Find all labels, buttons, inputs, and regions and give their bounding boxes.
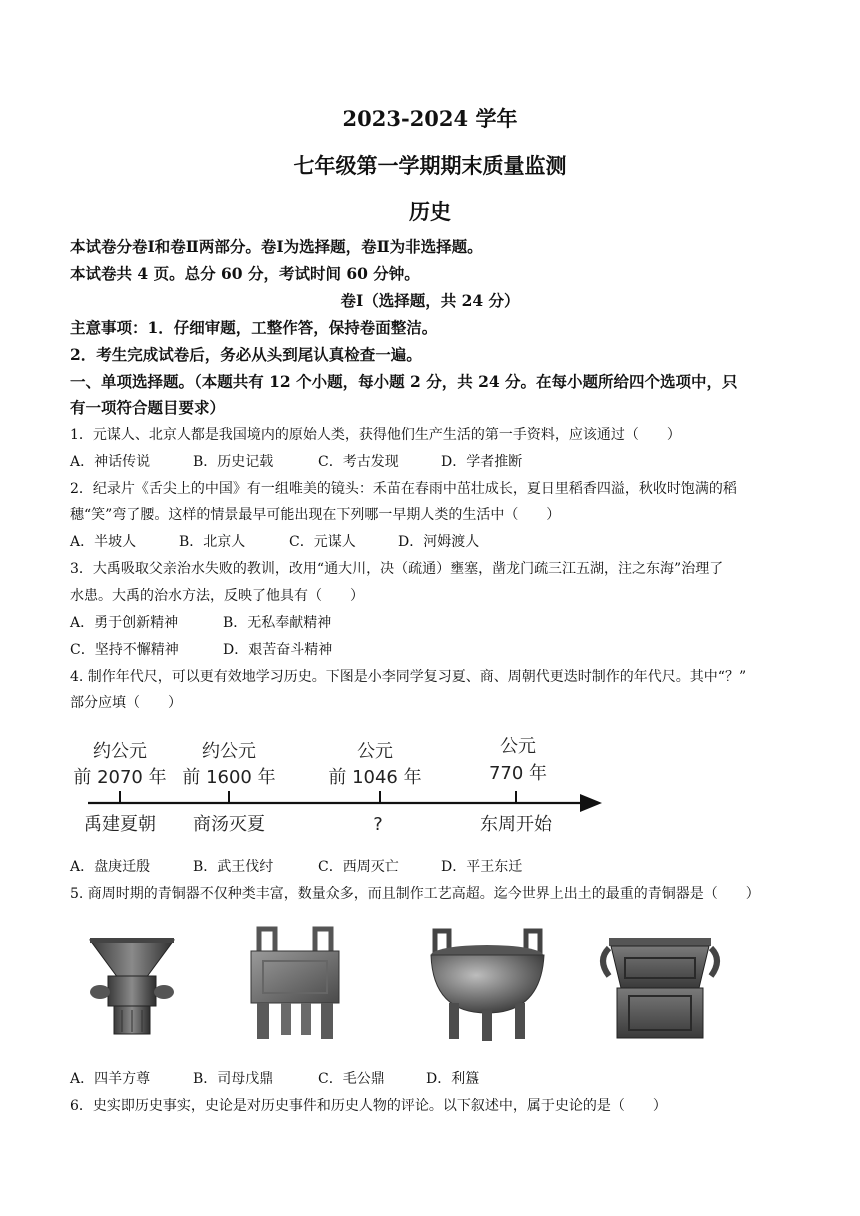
q4-stem-line-2: 部分应填（ ） <box>70 695 182 711</box>
q1-stem: 1．元谋人、北京人都是我国境内的原始人类，获得他们生产生活的第一手资料，应该通过（ ） <box>70 427 681 443</box>
q5-option-b: B．司母戊鼎 <box>193 1071 274 1087</box>
q3-option-b: B．无私奉献精神 <box>223 615 332 631</box>
q5-option-c: C．毛公鼎 <box>318 1071 385 1087</box>
q4-option-a: A．盘庚迁殷 <box>70 859 151 875</box>
q3-option-d: D．艰苦奋斗精神 <box>223 642 333 658</box>
q2-option-c: C．元谋人 <box>289 534 356 550</box>
bronze-image-siyang-fangzun <box>82 930 182 1042</box>
timeline-event: 禹建夏朝 <box>84 814 156 835</box>
q5-stem: 5. 商周时期的青铜器不仅种类丰富，数量众多，而且制作工艺高超。迄今世界上出土的最重的青铜器是（ ） <box>70 886 760 902</box>
q1-option-d: D．学者推断 <box>441 454 523 470</box>
timeline-date-bottom: 前 1046 年 <box>328 767 422 788</box>
q3-stem-line-2: 水患。大禹的治水方法，反映了他具有（ ） <box>70 588 364 604</box>
notice-1: 主意事项：1．仔细审题，工整作答，保持卷面整洁。 <box>70 318 438 337</box>
timeline-date-bottom: 前 1600 年 <box>182 767 276 788</box>
q4-option-d: D．平王东迁 <box>441 859 523 875</box>
bronze-image-simuwu-ding <box>245 925 345 1043</box>
intro-line-2: 本试卷共 4 页。总分 60 分，考试时间 60 分钟。 <box>70 264 420 283</box>
q3-option-c: C．坚持不懈精神 <box>70 642 179 658</box>
q2-stem-line-2: 穗“笑”弯了腰。这样的情景最早可能出现在下列哪一早期人类的生活中（ ） <box>70 507 561 523</box>
notice-2: 2．考生完成试卷后，务必从头到尾认真检查一遍。 <box>70 345 422 364</box>
q3-option-a: A．勇于创新精神 <box>70 615 179 631</box>
q2-option-b: B．北京人 <box>179 534 246 550</box>
q6-stem: 6．史实即历史事实，史论是对历史事件和历史人物的评论。以下叙述中，属于史论的是（ ） <box>70 1098 667 1114</box>
q2-stem-line-1: 2．纪录片《舌尖上的中国》有一组唯美的镜头：禾苗在春雨中茁壮成长，夏日里稻香四溢，秋收时饱满的稻 <box>70 481 737 497</box>
timeline-date-bottom: 770 年 <box>488 763 548 784</box>
timeline-diagram <box>70 728 610 843</box>
timeline-event-unknown: ? <box>373 814 383 835</box>
bronze-image-li-gui <box>595 930 725 1042</box>
q1-option-b: B．历史记载 <box>193 454 274 470</box>
q4-option-b: B．武王伐纣 <box>193 859 274 875</box>
q4-stem-line-1: 4. 制作年代尺，可以更有效地学习历史。下图是小李同学复习夏、商、周朝代更迭时制作的年代尺。其中“？” <box>70 669 747 685</box>
intro-line-1: 本试卷分卷Ⅰ和卷Ⅱ两部分。卷Ⅰ为选择题，卷Ⅱ为非选择题。 <box>70 237 483 256</box>
timeline-date-bottom: 前 2070 年 <box>73 767 167 788</box>
q5-option-a: A．四羊方尊 <box>70 1071 151 1087</box>
q2-option-d: D．河姆渡人 <box>398 534 480 550</box>
timeline-date-top: 约公元 <box>202 741 256 762</box>
timeline-event: 东周开始 <box>480 814 552 835</box>
q2-option-a: A．半坡人 <box>70 534 137 550</box>
timeline-arrow-head <box>580 794 602 812</box>
section-title-line-2: 有一项符合题目要求） <box>70 398 226 417</box>
q3-stem-line-1: 3．大禹吸取父亲治水失败的教训，改用“通大川，决（疏通）壅塞，凿龙门疏三江五湖，注之东海”治理了 <box>70 561 724 577</box>
part-title: 卷Ⅰ（选择题，共 24 分） <box>340 291 520 310</box>
q5-option-d: D．利簋 <box>426 1071 480 1087</box>
q1-option-c: C．考古发现 <box>318 454 399 470</box>
subject-title: 历史 <box>409 199 451 224</box>
bronze-image-maogong-ding <box>425 925 550 1043</box>
q1-option-a: A．神话传说 <box>70 454 151 470</box>
timeline-event: 商汤灭夏 <box>193 814 265 835</box>
timeline-date-top: 公元 <box>357 741 393 762</box>
timeline-date-top: 约公元 <box>93 741 147 762</box>
timeline-date-top: 公元 <box>500 736 536 757</box>
q4-option-c: C．西周灭亡 <box>318 859 399 875</box>
exam-year: 2023-2024 学年 <box>342 106 518 131</box>
exam-name: 七年级第一学期期末质量监测 <box>293 153 567 178</box>
section-title-line-1: 一、单项选择题。（本题共有 12 个小题，每小题 2 分，共 24 分。在每小题所给四个选项中，只 <box>70 372 738 391</box>
